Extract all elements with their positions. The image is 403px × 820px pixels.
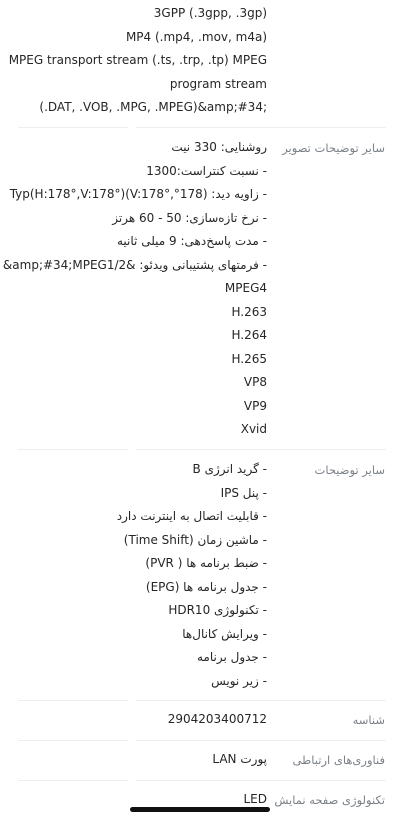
spec-value-line: پورت LAN	[212, 752, 267, 766]
spec-value-line: 3GPP (.3gpp, .3gp)	[153, 6, 267, 20]
spec-value-line: H.265	[231, 351, 267, 366]
spec-value-line: - تکنولوژی HDR10	[168, 603, 267, 617]
spec-label: سایر توضیحات	[314, 463, 385, 477]
divider	[18, 127, 128, 128]
spec-value-line: - گرید انرژی B	[192, 462, 267, 476]
spec-label: شناسه	[352, 713, 385, 727]
spec-value-line: MPEG4	[224, 281, 267, 295]
spec-value-line: - نرخ تازه‌سازی: 50 - 60 هرتز	[112, 210, 267, 225]
spec-value-line: - جدول برنامه	[196, 650, 267, 664]
spec-value-line: - ویرایش کانال‌ها	[182, 626, 267, 641]
spec-label: تکنولوژی صفحه نمایش	[274, 793, 385, 807]
spec-value-line: روشنایی: 330 نیت	[171, 140, 267, 154]
spec-value-line: MP4 (.mp4, .mov, m4a)	[125, 29, 267, 44]
spec-value-line: - ضبط برنامه ها ( PVR)	[145, 556, 267, 570]
spec-label: فناوری‌های ارتباطی	[292, 753, 385, 767]
spec-values	[5, 458, 267, 693]
spec-value-line: VP9	[243, 398, 267, 413]
spec-value-line: - زاویه دید: (178°,V:178°)Typ(H:178°,V:178°)	[9, 187, 267, 201]
spec-value-line: - نسبت کنتراست:1300	[146, 163, 267, 178]
divider	[136, 449, 386, 450]
divider	[136, 780, 386, 781]
spec-value-line: MPEG transport stream (.ts, .trp, .tp) MPEG	[8, 53, 267, 67]
spec-values	[5, 2, 267, 120]
divider	[18, 700, 128, 701]
spec-value-line: - جدول برنامه ها (EPG)	[145, 579, 267, 594]
divider	[18, 780, 128, 781]
divider	[18, 740, 128, 741]
spec-value-line: LED	[243, 792, 267, 806]
spec-values	[2, 136, 267, 442]
spec-value-line: - قابلیت اتصال به اینترنت دارد	[116, 509, 267, 523]
spec-value-line: H.264	[231, 328, 267, 342]
spec-value-line: VP8	[243, 375, 267, 389]
spec-values	[5, 748, 267, 772]
spec-value-line: 2904203400712	[167, 712, 267, 726]
divider	[136, 700, 386, 701]
spec-value-line: - پنل IPS	[220, 485, 267, 500]
divider	[136, 127, 386, 128]
spec-value-line: - ماشین زمان (Time Shift)	[123, 532, 267, 547]
spec-value-line: - مدت پاسخ‌دهی: 9 میلی ثانیه	[117, 234, 267, 248]
divider	[18, 449, 128, 450]
spec-value-line: (.DAT, .VOB, .MPG, .MPEG)&amp;#34;	[39, 100, 267, 114]
spec-value-line: - فرمتهای پشتیبانی ویدئو: &amp;#34;MPEG1/2&	[2, 257, 267, 272]
spec-values	[5, 708, 267, 732]
spec-value-line: Xvid	[240, 422, 267, 436]
spec-value-line: H.263	[231, 304, 267, 319]
spec-value-line: - زیر نویس	[211, 673, 267, 688]
spec-value-line: program stream	[169, 76, 267, 91]
divider	[136, 740, 386, 741]
spec-label: سایر توضیحات تصویر	[282, 141, 385, 155]
home-indicator[interactable]	[130, 807, 270, 812]
